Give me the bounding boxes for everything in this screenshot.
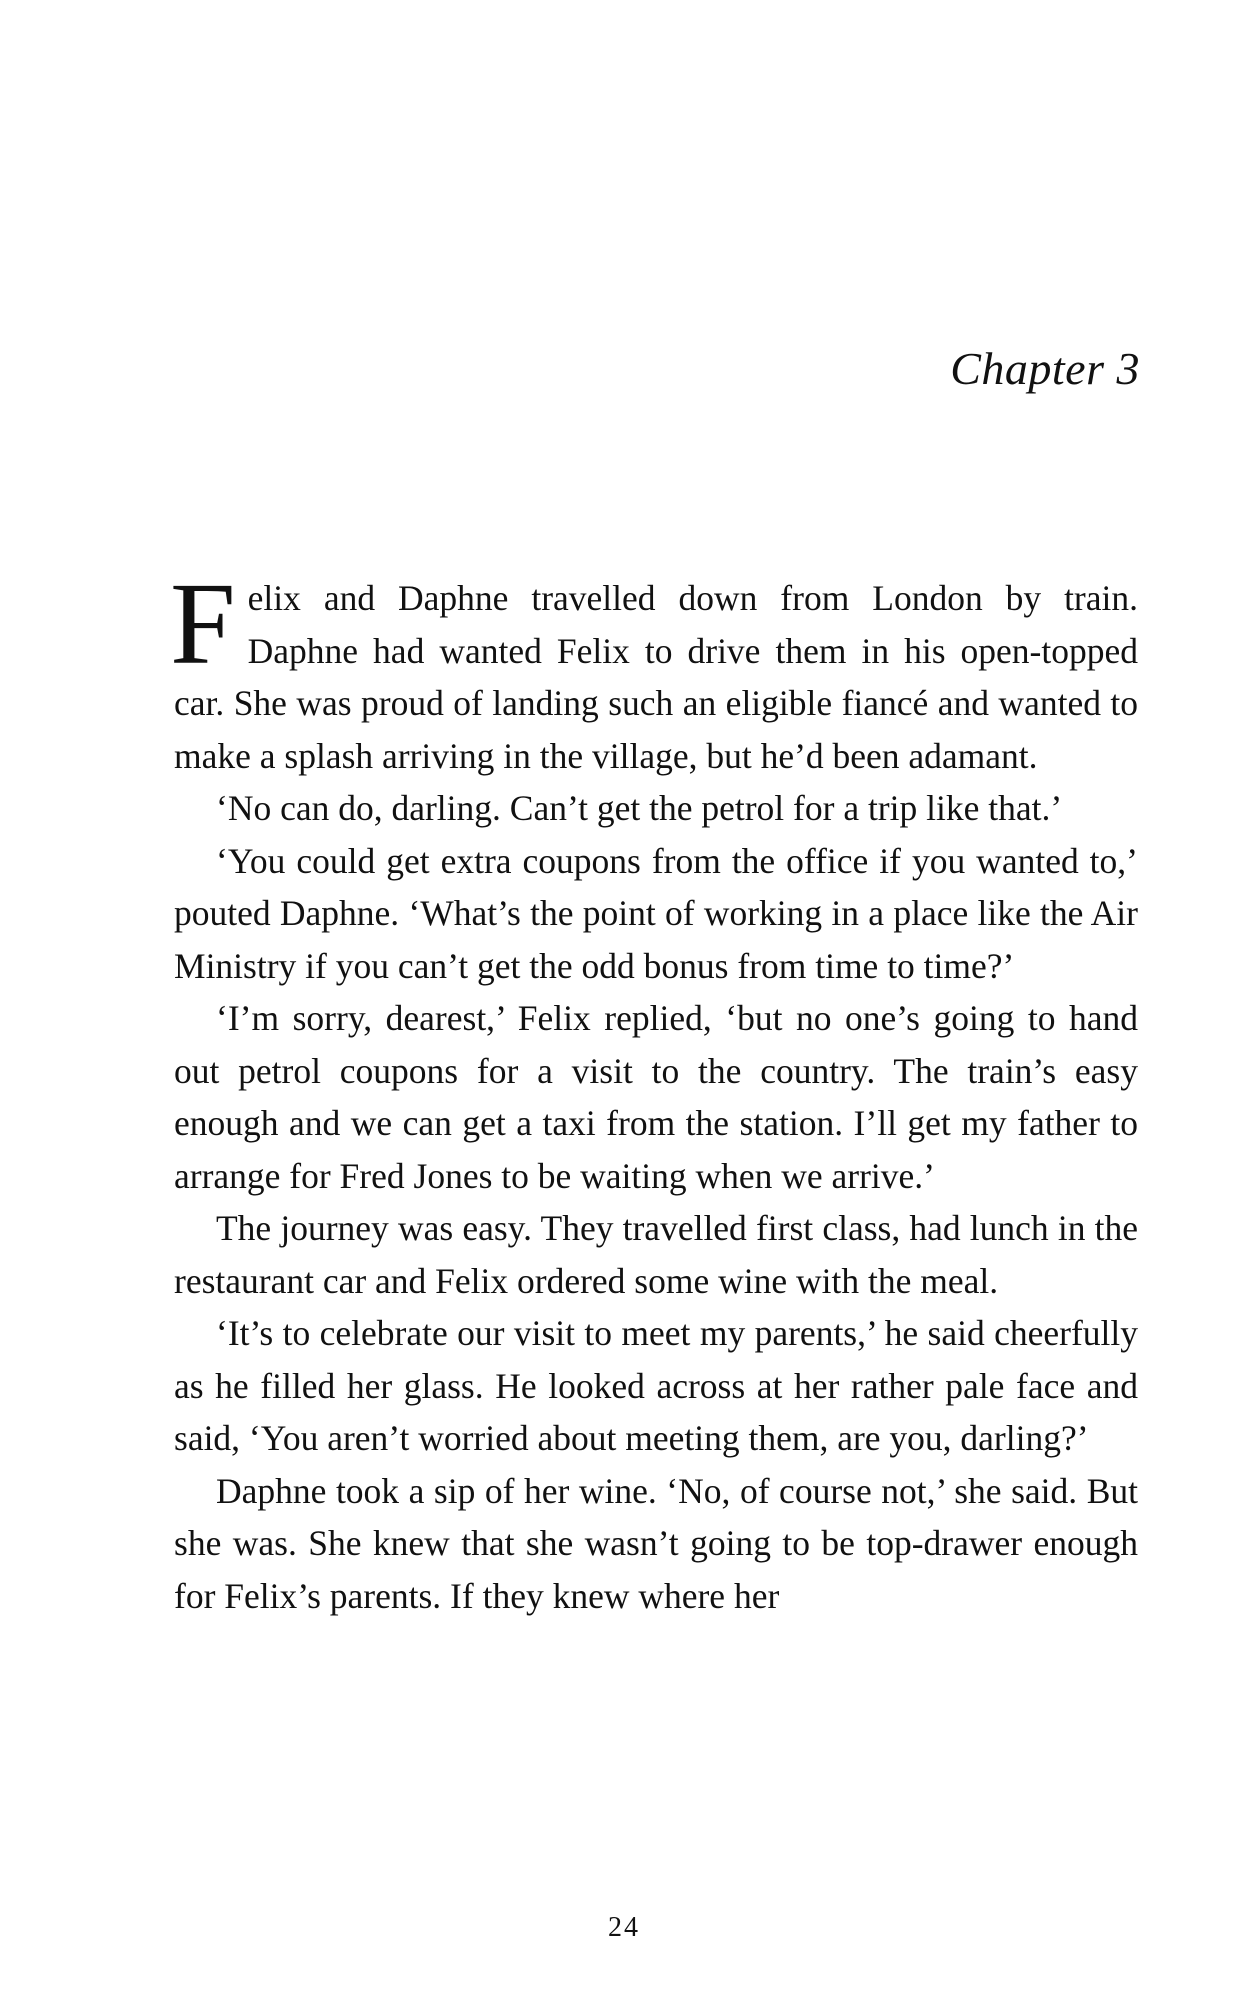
- chapter-title: Chapter 3: [950, 343, 1140, 394]
- paragraph-1-text: elix and Daphne travelled down from London by train. Daphne had wanted Felix to drive them in his open-topped car. She was proud of landing such an eligible fiancé and wanted to make a splash arriving in the village, but he’d been adamant.: [174, 578, 1138, 776]
- drop-cap: F: [170, 558, 236, 689]
- paragraph-5: The journey was easy. They travelled first class, had lunch in the restaurant car and Felix ordered some wine with the meal.: [174, 1208, 1138, 1301]
- paragraph-4: ‘I’m sorry, dearest,’ Felix replied, ‘but no one’s going to hand out petrol coupons for a visit to the country. The train’s easy enough and we can get a taxi from the station. I’ll get my father to arrange for Fred Jones to be waiting when we arrive.’: [174, 998, 1138, 1196]
- paragraph-3: ‘You could get extra coupons from the office if you wanted to,’ pouted Daphne. ‘What’s the point of working in a place like the Air Ministry if you can’t get the odd bonus from time to time?’: [174, 840, 1138, 986]
- page-number: 24: [608, 1912, 640, 1943]
- paragraph-6: ‘It’s to celebrate our visit to meet my parents,’ he said cheerfully as he filled her glass. He looked across at her rather pale face and said, ‘You aren’t worried about meeting them, are you, darling?’: [174, 1313, 1138, 1458]
- paragraph-1: [170, 558, 1138, 782]
- body-text: [170, 558, 1138, 1622]
- paragraph-2: ‘No can do, darling. Can’t get the petrol for a trip like that.’: [216, 788, 1063, 828]
- paragraph-7: Daphne took a sip of her wine. ‘No, of course not,’ she said. But she was. She knew that she wasn’t going to be top-drawer enough for Felix’s parents. If they knew where her: [174, 1470, 1138, 1616]
